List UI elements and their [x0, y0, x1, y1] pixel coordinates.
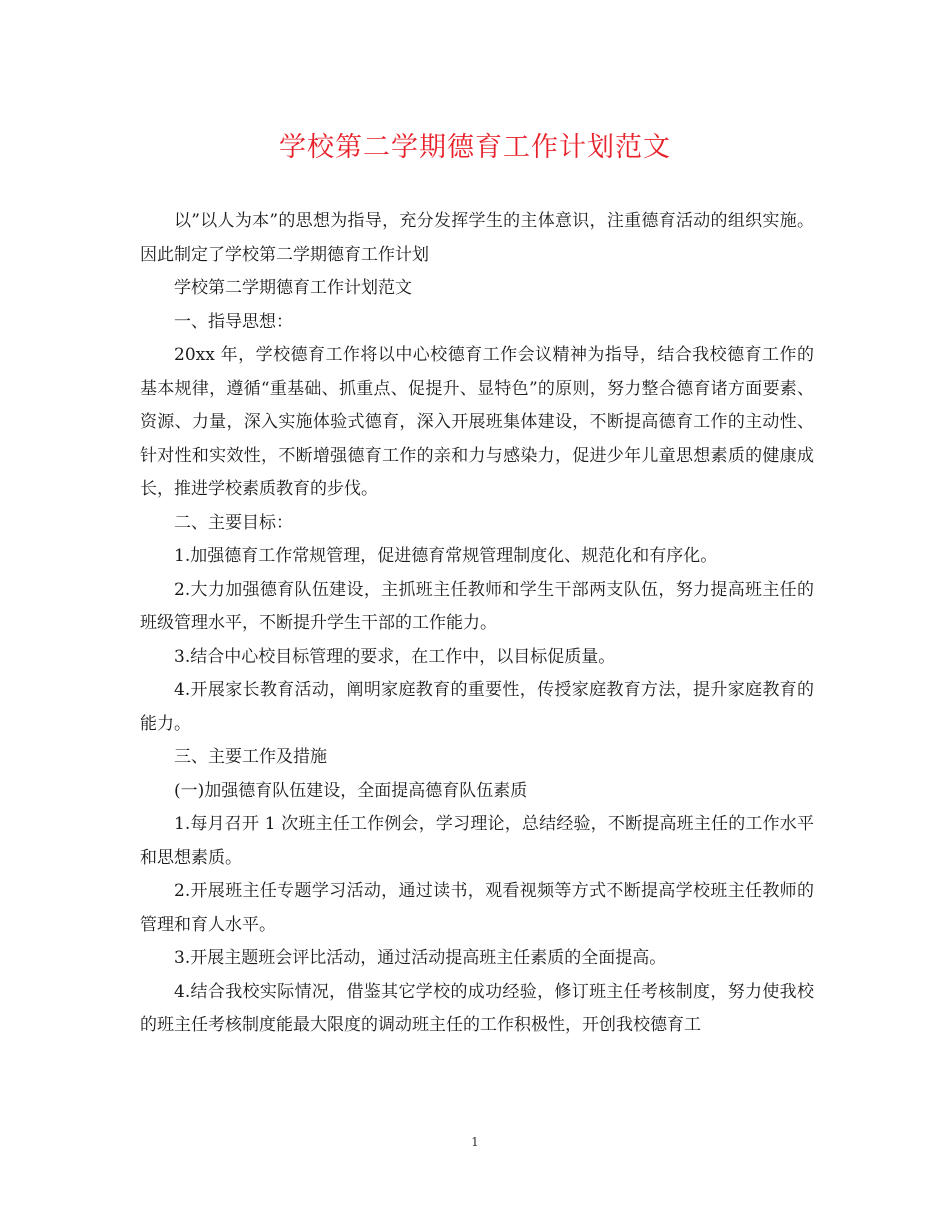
- document-body: [140, 205, 814, 1043]
- paragraph-intro: 以”以人为本”的思想为指导，充分发挥学生的主体意识，注重德育活动的组织实施。因此制定了学校第二学期德育工作计划: [140, 211, 814, 265]
- paragraph-goal-1: 1.加强德育工作常规管理，促进德育常规管理制度化、规范化和有序化。: [174, 546, 718, 566]
- paragraph-goal-2: 2.大力加强德育队伍建设，主抓班主任教师和学生干部两支队伍，努力提高班主任的班级管理水平，不断提升学生干部的工作能力。: [140, 579, 814, 633]
- subsection-heading-team-building: (一)加强德育队伍建设，全面提高德育队伍素质: [174, 780, 528, 801]
- section-heading-guiding-thought: 一、指导思想：: [174, 311, 293, 332]
- document-title: 学校第二学期德育工作计划范文: [279, 132, 671, 163]
- paragraph-measure-3: 3.开展主题班会评比活动，通过活动提高班主任素质的全面提高。: [174, 948, 667, 968]
- section-heading-main-work: 三、主要工作及措施: [174, 747, 327, 767]
- paragraph-guiding-thought: 20xx 年，学校德育工作将以中心校德育工作会议精神为指导，结合我校德育工作的基本规律，遵循“重基础、抓重点、促提升、显特色”的原则，努力整合德育诸方面要素、资源、力量，深入实施体验式德育，深入开展班集体建设，不断提高德育工作的主动性、针对性和实效性，不断增强德育工作的亲和力与感染力，促进少年儿童思想素质的健康成长，推进学校素质教育的步伐。: [140, 345, 814, 499]
- paragraph-goal-4: 4.开展家长教育活动，阐明家庭教育的重要性，传授家庭教育方法，提升家庭教育的能力。: [140, 680, 814, 734]
- paragraph-measure-4: 4.结合我校实际情况，借鉴其它学校的成功经验，修订班主任考核制度，努力使我校的班主任考核制度能最大限度的调动班主任的工作积极性，开创我校德育工: [140, 981, 814, 1035]
- paragraph-measure-2: 2.开展班主任专题学习活动，通过读书，观看视频等方式不断提高学校班主任教师的管理和育人水平。: [140, 881, 814, 935]
- paragraph-goal-3: 3.结合中心校目标管理的要求，在工作中，以目标促质量。: [174, 646, 616, 667]
- page-number: 1: [471, 1135, 479, 1149]
- paragraph-measure-1: 1.每月召开 1 次班主任工作例会，学习理论，总结经验，不断提高班主任的工作水平和思想素质。: [140, 814, 814, 868]
- paragraph-subtitle: 学校第二学期德育工作计划范文: [174, 278, 412, 298]
- section-heading-main-goals: 二、主要目标：: [174, 512, 293, 533]
